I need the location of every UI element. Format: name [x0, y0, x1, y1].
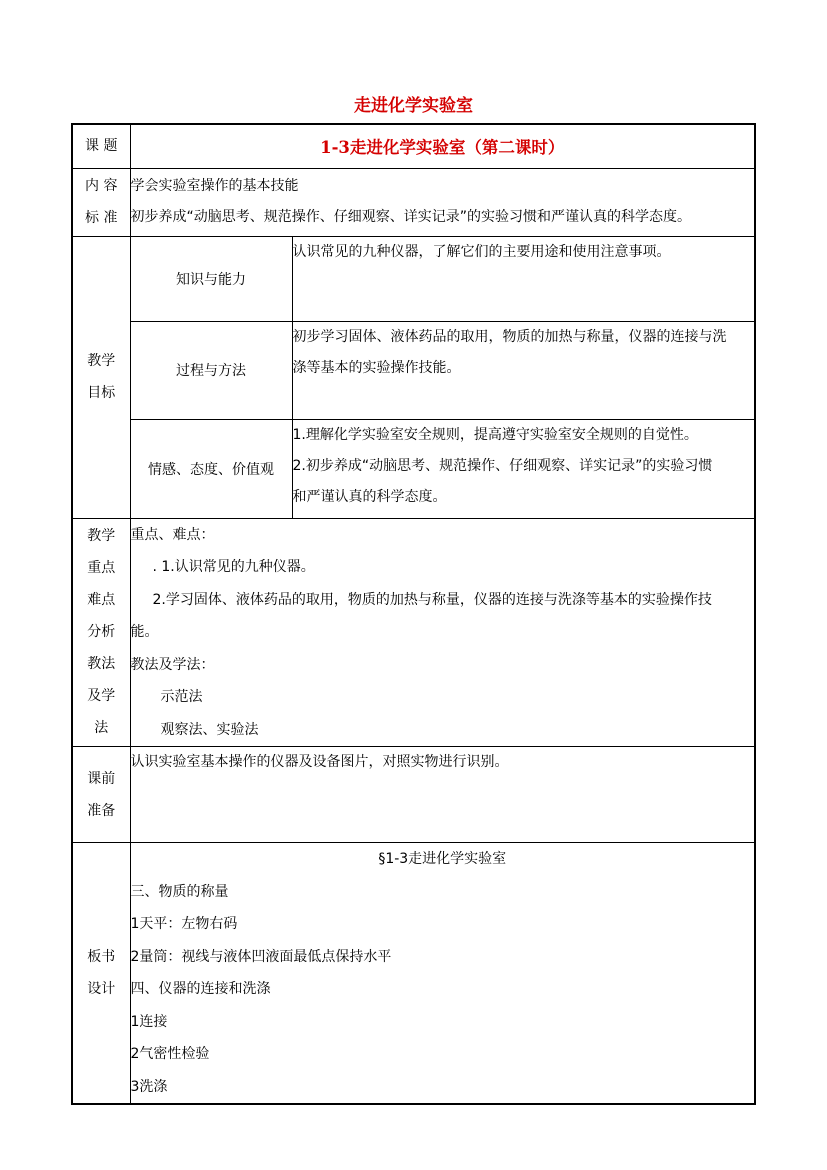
topic-heading: 1-3走进化学实验室（第二课时） [130, 124, 755, 168]
preparation-row [72, 747, 755, 843]
focus-methods-row [72, 518, 755, 747]
goal-row-process [72, 321, 755, 419]
content-standard-row [72, 168, 755, 236]
goal-sub-label: 知识与能力 [130, 236, 292, 321]
topic-label: 课 题 [72, 124, 130, 168]
focus-methods-label: 教学 重点 难点 分析 教法 及学 法 [72, 518, 130, 747]
goal-row-knowledge [72, 236, 755, 321]
focus-methods-text: 重点、难点： . 1.认识常见的九种仪器。 2.学习固体、液体药品的取用，物质的加热与称量，仪器的连接与洗涤等基本的实验操作技 能。 教法及学法： 示范法 观察法、实验法 [130, 518, 755, 747]
board-design-text: §1-3走进化学实验室 三、物质的称量 1天平：左物右码 2量筒：视线与液体凹液面最低点保持水平 四、仪器的连接和洗涤 1连接 2气密性检验 3洗涤 [130, 843, 755, 1105]
topic-row [72, 124, 755, 168]
goal-sub-label: 过程与方法 [130, 321, 292, 419]
goal-text: 1.理解化学实验室安全规则，提高遵守实验室安全规则的自觉性。 2.初步养成“动脑思考、规范操作、仔细观察、详实记录”的实验习惯 和严谨认真的科学态度。 [292, 419, 755, 518]
lesson-plan-table [71, 123, 756, 1105]
preparation-label: 课前 准备 [72, 747, 130, 843]
page-title: 走进化学实验室 [354, 96, 473, 116]
goal-text: 初步学习固体、液体药品的取用，物质的加热与称量，仪器的连接与洗 涤等基本的实验操作技能。 [292, 321, 755, 419]
goal-text: 认识常见的九种仪器，了解它们的主要用途和使用注意事项。 [292, 236, 755, 321]
content-standard-text: 学会实验室操作的基本技能 初步养成“动脑思考、规范操作、仔细观察、详实记录”的实验习惯和严谨认真的科学态度。 [130, 168, 755, 236]
goal-sub-label: 情感、态度、价值观 [130, 419, 292, 518]
content-standard-label: 内 容 标 准 [72, 168, 130, 236]
board-design-row [72, 843, 755, 1105]
board-design-label: 板书 设计 [72, 843, 130, 1105]
teaching-goals-label: 教学 目标 [72, 236, 130, 518]
preparation-text: 认识实验室基本操作的仪器及设备图片，对照实物进行识别。 [130, 747, 755, 843]
goal-row-attitude [72, 419, 755, 518]
